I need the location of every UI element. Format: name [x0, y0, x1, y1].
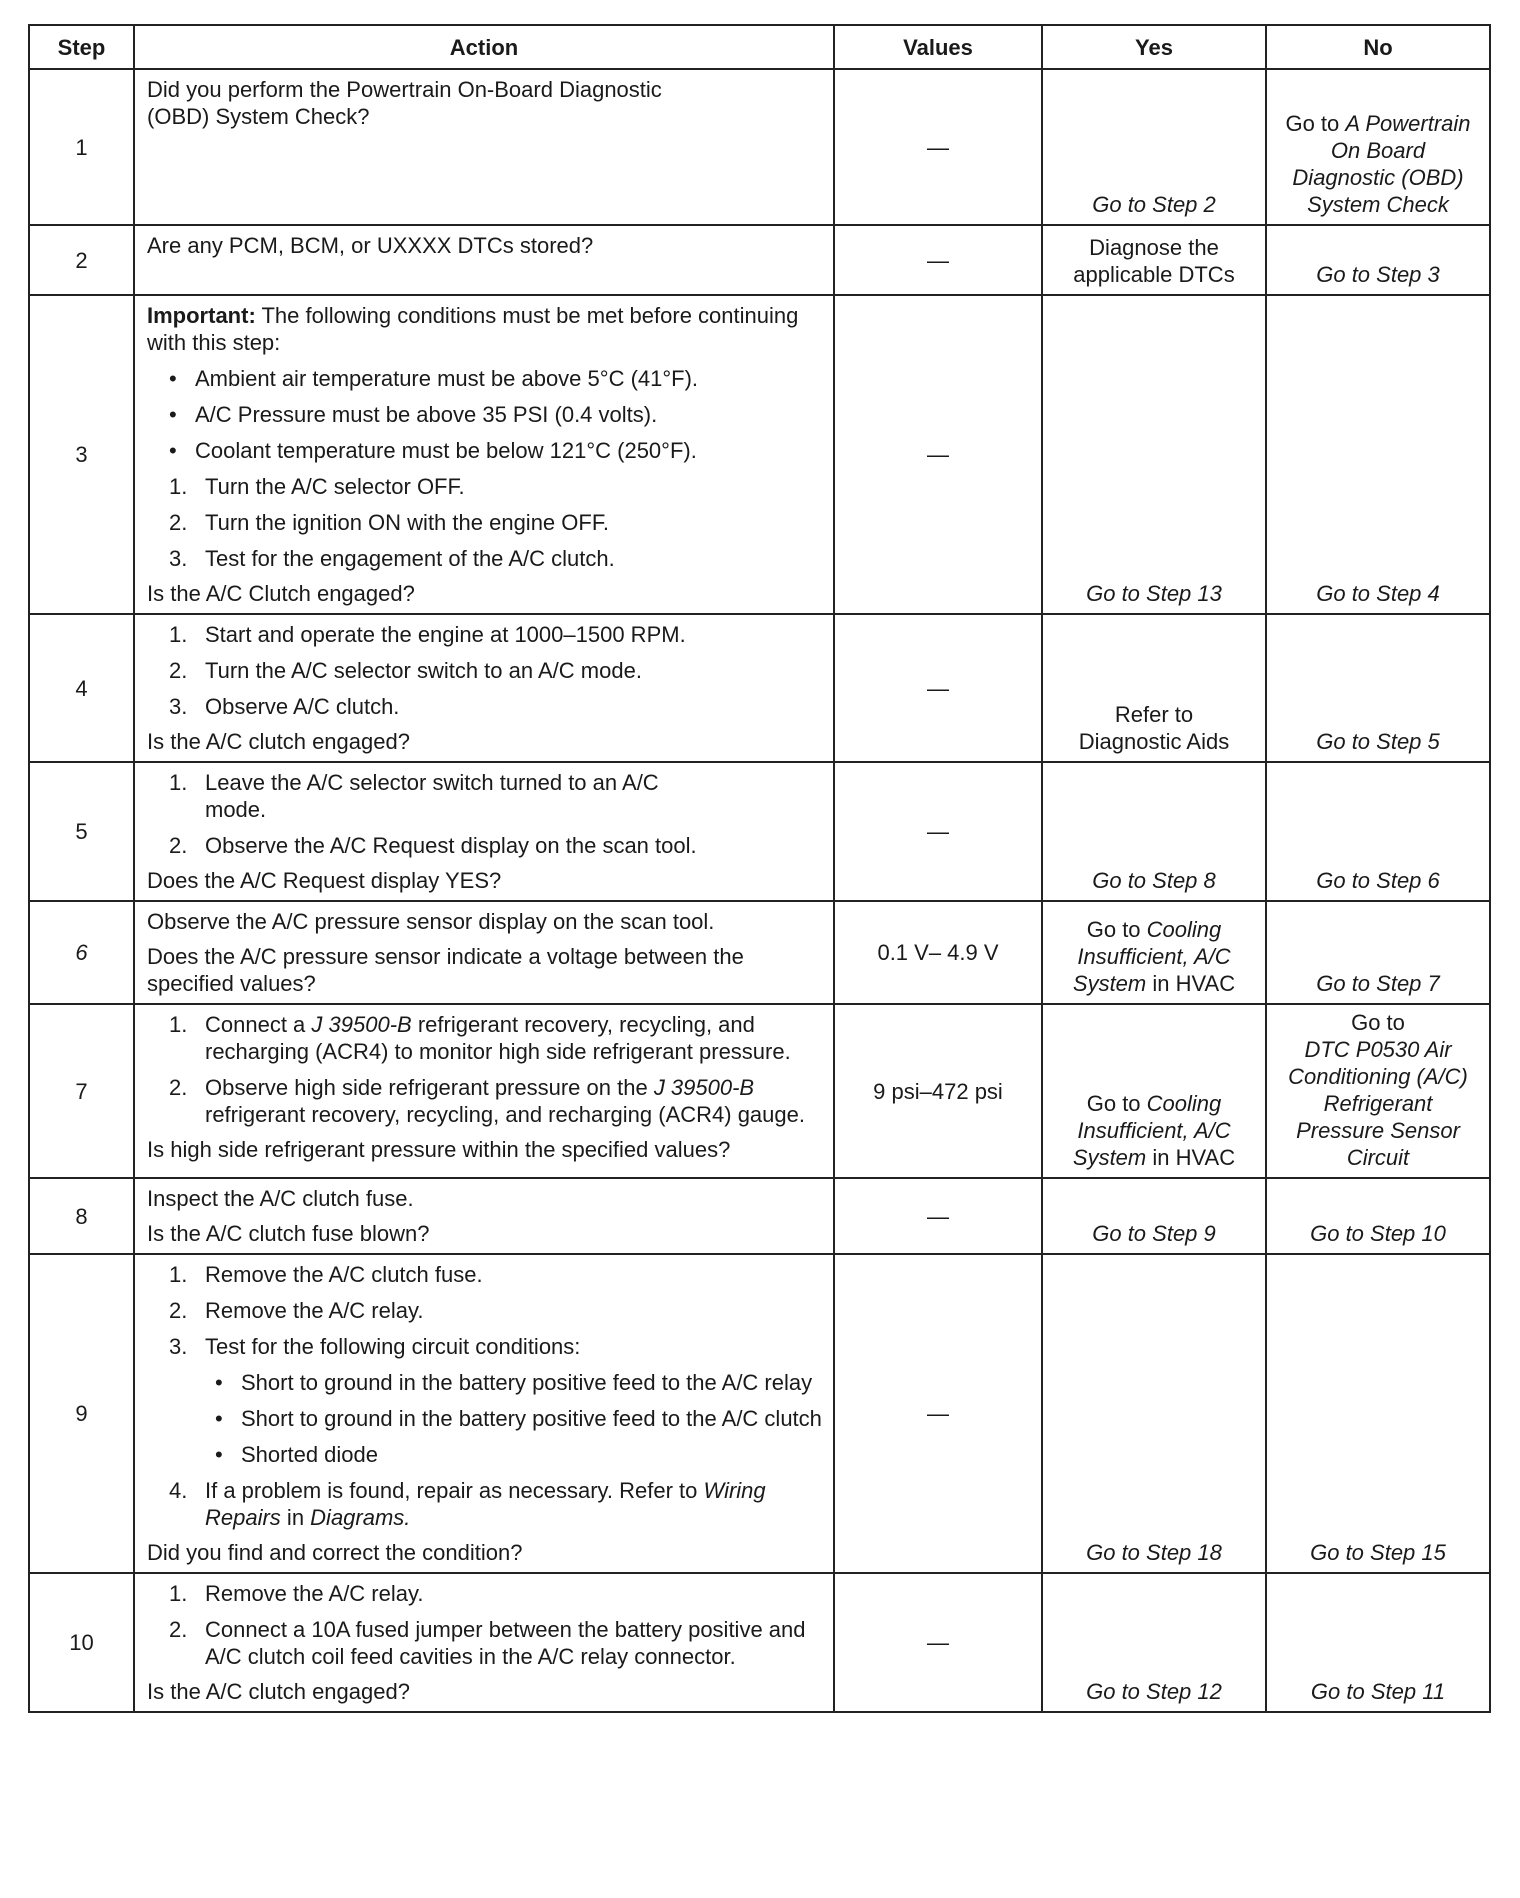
- header-no: No: [1266, 25, 1490, 69]
- procedure-step-text: Connect a 10A fused jumper between the battery positive and A/C clutch coil feed cavities in the A/C relay connector.: [205, 1617, 806, 1669]
- yes-link[interactable]: Go to Step 13: [1086, 581, 1222, 606]
- procedure-step: 1. Connect a J 39500-B refrigerant recovery, recycling, and recharging (ACR4) to monitor high side refrigerant pressure.: [169, 1012, 791, 1064]
- values-cell: 9 psi–472 psi: [834, 1004, 1042, 1178]
- procedure-step: 1. Remove the A/C relay.: [169, 1581, 424, 1606]
- no-cell: [1266, 1004, 1490, 1178]
- yes-link[interactable]: Go to Step 18: [1086, 1540, 1222, 1565]
- step-number: 1: [29, 69, 134, 225]
- step-number: 7: [29, 1004, 134, 1178]
- step-number: 2: [29, 225, 134, 295]
- step-number: 4: [29, 614, 134, 762]
- reference-wiring-repairs: Wiring Repairs: [205, 1478, 766, 1530]
- action-cell: [134, 1178, 834, 1254]
- procedure-step-text: Remove the A/C relay.: [205, 1298, 424, 1323]
- yes-link[interactable]: Go to Step 12: [1086, 1679, 1222, 1704]
- procedure-step-text: Turn the A/C selector OFF.: [205, 474, 465, 499]
- no-link[interactable]: Go to Step 11: [1310, 1679, 1446, 1704]
- no-prefix: Go to: [1351, 1010, 1405, 1035]
- values-cell: —: [834, 225, 1042, 295]
- no-cell: [1266, 901, 1490, 1004]
- action-cell: [134, 295, 834, 614]
- yes-link[interactable]: Go to Step 8: [1092, 868, 1216, 893]
- values-cell: —: [834, 614, 1042, 762]
- procedure-step: 2. Turn the A/C selector switch to an A/C mode.: [169, 658, 642, 683]
- table-row: [29, 1254, 1490, 1573]
- procedure-step: 3. Test for the following circuit conditions:: [169, 1334, 581, 1359]
- procedure-step-text: Remove the A/C relay.: [205, 1581, 424, 1606]
- action-text: Observe the A/C pressure sensor display on the scan tool.: [147, 909, 715, 934]
- step-number: 8: [29, 1178, 134, 1254]
- table-row: [29, 69, 1490, 225]
- diagnostic-table-sheet: [28, 24, 1489, 1713]
- condition-bullet: • Short to ground in the battery positive feed to the A/C clutch: [147, 1405, 823, 1432]
- no-cell: [1266, 1573, 1490, 1712]
- procedure-step: 2. Turn the ignition ON with the engine OFF.: [169, 510, 609, 535]
- yes-cell: [1042, 69, 1266, 225]
- no-link[interactable]: A Powertrain On Board Diagnostic (OBD) System Check: [1292, 111, 1471, 217]
- action-text: Are any PCM, BCM, or UXXXX DTCs stored?: [147, 233, 594, 258]
- procedure-step-text: Test for the following circuit conditions:: [205, 1334, 581, 1359]
- tool-name: J 39500-B: [311, 1012, 412, 1037]
- action-cell: [134, 1004, 834, 1178]
- yes-cell: [1042, 1254, 1266, 1573]
- yes-link[interactable]: Go to Step 9: [1092, 1221, 1216, 1246]
- procedure-step-text: Start and operate the engine at 1000–1500 RPM.: [205, 622, 686, 647]
- no-cell: [1266, 1254, 1490, 1573]
- important-text: The following conditions must be met before continuing with this step:: [147, 303, 799, 355]
- header-step: Step: [29, 25, 134, 69]
- condition-bullet: • Coolant temperature must be below 121°C (250°F).: [147, 437, 823, 464]
- no-prefix: Go to: [1285, 111, 1346, 136]
- procedure-step-text: Observe the A/C Request display on the scan tool.: [205, 833, 697, 858]
- table-row: [29, 1004, 1490, 1178]
- action-question: Is the A/C clutch fuse blown?: [147, 1221, 430, 1246]
- procedure-step: 3. Test for the engagement of the A/C clutch.: [169, 546, 615, 571]
- action-cell: [134, 225, 834, 295]
- values-cell: —: [834, 1573, 1042, 1712]
- procedure-step-text: Turn the ignition ON with the engine OFF.: [205, 510, 609, 535]
- table-row: [29, 614, 1490, 762]
- action-cell: [134, 1254, 834, 1573]
- action-question: Is the A/C Clutch engaged?: [147, 581, 415, 606]
- procedure-step-text: Remove the A/C clutch fuse.: [205, 1262, 483, 1287]
- yes-cell: [1042, 1178, 1266, 1254]
- action-question: Is high side refrigerant pressure within the specified values?: [147, 1137, 731, 1162]
- yes-cell: [1042, 762, 1266, 901]
- action-question: Does the A/C pressure sensor indicate a voltage between the specified values?: [147, 944, 744, 996]
- yes-cell: [1042, 225, 1266, 295]
- action-text: Inspect the A/C clutch fuse.: [147, 1186, 414, 1211]
- procedure-step-text: Test for the engagement of the A/C clutch.: [205, 546, 615, 571]
- table-row: [29, 225, 1490, 295]
- procedure-step: 1. Start and operate the engine at 1000–1500 RPM.: [169, 622, 686, 647]
- no-link[interactable]: Go to Step 7: [1316, 971, 1440, 996]
- procedure-step: 2. Remove the A/C relay.: [169, 1298, 424, 1323]
- procedure-step-suffix: refrigerant recovery, recycling, and recharging (ACR4) gauge.: [205, 1102, 805, 1127]
- important-label: Important:: [147, 303, 256, 328]
- diagnostic-table: [28, 24, 1491, 1713]
- action-cell: [134, 762, 834, 901]
- procedure-step-prefix: Connect a: [205, 1012, 312, 1037]
- no-link[interactable]: Go to Step 3: [1316, 262, 1440, 287]
- no-cell: [1266, 614, 1490, 762]
- procedure-step-prefix: If a problem is found, repair as necessary. Refer to: [205, 1478, 704, 1503]
- procedure-step: 4. If a problem is found, repair as necessary. Refer to Wiring Repairs in Diagrams.: [169, 1478, 766, 1530]
- no-cell: [1266, 1178, 1490, 1254]
- no-link[interactable]: Go to Step 6: [1316, 868, 1440, 893]
- yes-cell: [1042, 1004, 1266, 1178]
- action-cell: [134, 69, 834, 225]
- step-number: 5: [29, 762, 134, 901]
- condition-bullet: • Ambient air temperature must be above 5°C (41°F).: [147, 365, 823, 392]
- condition-bullet: • A/C Pressure must be above 35 PSI (0.4 volts).: [147, 401, 823, 428]
- yes-cell: [1042, 295, 1266, 614]
- yes-cell: [1042, 1573, 1266, 1712]
- important-note: [147, 302, 823, 356]
- no-link[interactable]: DTC P0530 Air Conditioning (A/C) Refrigerant Pressure Sensor Circuit: [1288, 1037, 1468, 1170]
- table-row: [29, 295, 1490, 614]
- header-row: [29, 25, 1490, 69]
- procedure-step-suffix: refrigerant recovery, recycling, and recharging (ACR4) to monitor high side refrigerant pressure.: [205, 1012, 791, 1064]
- no-cell: [1266, 69, 1490, 225]
- yes-link[interactable]: Go to Step 2: [1092, 192, 1216, 217]
- no-cell: [1266, 225, 1490, 295]
- no-link[interactable]: Go to Step 4: [1316, 581, 1440, 606]
- header-action: Action: [134, 25, 834, 69]
- procedure-step: 2. Observe high side refrigerant pressure on the J 39500-B refrigerant recovery, recycling, and recharging (ACR4) gauge.: [169, 1075, 805, 1127]
- values-cell: —: [834, 295, 1042, 614]
- reference-diagrams: Diagrams.: [310, 1505, 411, 1530]
- table-row: [29, 1178, 1490, 1254]
- no-link[interactable]: Go to Step 5: [1316, 729, 1440, 754]
- values-cell: —: [834, 69, 1042, 225]
- yes-text[interactable]: Diagnose the applicable DTCs: [1073, 235, 1235, 287]
- procedure-step: 1. Remove the A/C clutch fuse.: [169, 1262, 483, 1287]
- yes-prefix: Go to: [1086, 917, 1147, 942]
- action-question: Is the A/C clutch engaged?: [147, 1679, 410, 1704]
- procedure-step: 1. Leave the A/C selector switch turned to an A/C mode.: [169, 770, 659, 822]
- no-link[interactable]: Go to Step 15: [1310, 1540, 1446, 1565]
- yes-suffix: in HVAC: [1146, 1145, 1236, 1170]
- yes-suffix: in HVAC: [1146, 971, 1236, 996]
- procedure-step: 2. Observe the A/C Request display on the scan tool.: [169, 833, 697, 858]
- step-number: 6: [29, 901, 134, 1004]
- header-yes: Yes: [1042, 25, 1266, 69]
- yes-prefix: Go to: [1086, 1091, 1147, 1116]
- table-row: [29, 901, 1490, 1004]
- step-number: 10: [29, 1573, 134, 1712]
- procedure-step-mid: in: [280, 1505, 311, 1530]
- no-link[interactable]: Go to Step 10: [1310, 1221, 1446, 1246]
- no-cell: [1266, 295, 1490, 614]
- action-question: Does the A/C Request display YES?: [147, 868, 502, 893]
- action-question: Did you find and correct the condition?: [147, 1540, 523, 1565]
- yes-text[interactable]: Refer to Diagnostic Aids: [1078, 702, 1230, 754]
- no-cell: [1266, 762, 1490, 901]
- procedure-step-prefix: Observe high side refrigerant pressure on the: [205, 1075, 654, 1100]
- yes-link[interactable]: Cooling Insufficient, A/C System: [1072, 917, 1231, 996]
- action-cell: [134, 1573, 834, 1712]
- procedure-step: 2. Connect a 10A fused jumper between the battery positive and A/C clutch coil feed cavities in the A/C relay connector.: [169, 1617, 806, 1669]
- yes-cell: [1042, 901, 1266, 1004]
- procedure-step-text: Observe A/C clutch.: [205, 694, 400, 719]
- condition-bullet: • Short to ground in the battery positive feed to the A/C relay: [147, 1369, 823, 1396]
- condition-bullet: • Shorted diode: [147, 1441, 823, 1468]
- procedure-step: 1. Turn the A/C selector OFF.: [169, 474, 465, 499]
- action-question: Is the A/C clutch engaged?: [147, 729, 410, 754]
- action-text: Did you perform the Powertrain On-Board Diagnostic (OBD) System Check?: [147, 77, 662, 129]
- header-values: Values: [834, 25, 1042, 69]
- action-cell: [134, 901, 834, 1004]
- table-row: [29, 762, 1490, 901]
- values-cell: —: [834, 1254, 1042, 1573]
- yes-cell: [1042, 614, 1266, 762]
- yes-link[interactable]: Cooling Insufficient, A/C System: [1072, 1091, 1231, 1170]
- step-number: 9: [29, 1254, 134, 1573]
- values-cell: —: [834, 762, 1042, 901]
- table-row: [29, 1573, 1490, 1712]
- values-cell: 0.1 V– 4.9 V: [834, 901, 1042, 1004]
- procedure-step: 3. Observe A/C clutch.: [169, 694, 400, 719]
- step-number: 3: [29, 295, 134, 614]
- procedure-step-text: Leave the A/C selector switch turned to an A/C mode.: [205, 770, 659, 822]
- values-cell: —: [834, 1178, 1042, 1254]
- procedure-step-text: Turn the A/C selector switch to an A/C mode.: [205, 658, 642, 683]
- tool-name: J 39500-B: [653, 1075, 755, 1100]
- action-cell: [134, 614, 834, 762]
